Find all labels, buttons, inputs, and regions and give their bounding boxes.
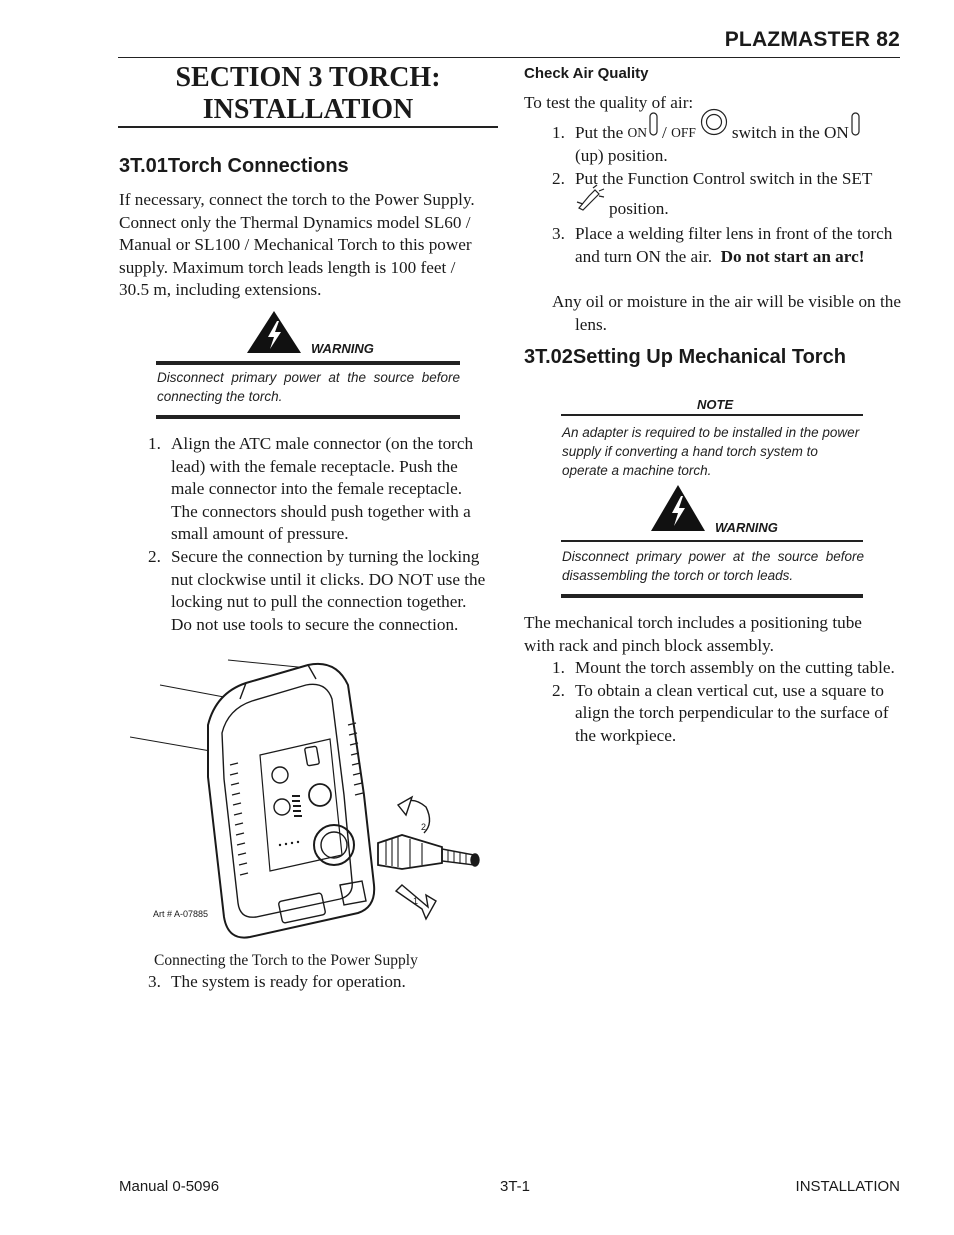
figure-caption: Connecting the Torch to the Power Supply [154, 952, 418, 969]
air-outro: Any oil or moisture in the air will be visible on the lens. [552, 292, 901, 334]
on-switch-icon [649, 112, 658, 143]
heading-check-air-quality: Check Air Quality [524, 65, 649, 82]
connection-steps [148, 433, 490, 636]
heading-mechanical-torch: 3T.02Setting Up Mechanical Torch [524, 346, 846, 368]
figure-art-number: Art # A-07885 [153, 909, 209, 919]
list-item: 3. The system is ready for operation. [148, 972, 406, 991]
section-rule [118, 126, 498, 128]
note-label: NOTE [697, 397, 734, 412]
air-intro: To test the quality of air: [524, 93, 694, 112]
warning-rule-top [156, 361, 460, 365]
header-title: PLAZMASTER 82 [724, 28, 900, 51]
air-step-1: 1. Put the ON / OFF switch in the ON (up) position. [552, 117, 902, 168]
list-item: 2. Secure the connection by turning the locking nut clockwise until it clicks. DO NOT use the locking nut to pull the connection together. Do not use tools to secure the connection. [148, 546, 486, 634]
footer-manual-number: Manual 0-5096 [119, 1178, 220, 1195]
warning-icon [246, 310, 302, 354]
off-switch-icon [700, 108, 728, 143]
warning-rule-bottom [156, 415, 460, 419]
heading-torch-connections: 3T.01Torch Connections [119, 155, 349, 177]
warning-text: Disconnect primary power at the source before connecting the torch. [157, 370, 460, 404]
header-rule [118, 57, 900, 58]
warning-label: WARNING [311, 341, 374, 356]
torch-connection-figure [130, 655, 490, 947]
mechanical-torch-steps [552, 657, 897, 747]
mechanical-torch-intro: The mechanical torch includes a positioning tube with rack and pinch block assembly. [524, 613, 862, 655]
section-title: SECTION 3 TORCH: INSTALLATION [175, 62, 441, 125]
warning-rule-bottom [561, 594, 863, 598]
footer-section-name: INSTALLATION [795, 1178, 900, 1195]
warning-icon [650, 484, 706, 532]
list-item: 1. Align the ATC male connector (on the torch lead) with the female receptacle. Push the male connector into the female receptacle. The connectors should push together with a small amount of pressure. [148, 434, 474, 544]
torch-connections-intro: If necessary, connect the torch to the Power Supply. Connect only the Thermal Dynamics model SL60 / Manual or SL100 / Mechanical Torch to this power supply. Maximum torch leads length is 100 feet / 30.5 m, including extensions. [119, 190, 475, 300]
footer-page-number: 3T-1 [500, 1178, 531, 1195]
warning-rule-top [561, 540, 863, 542]
connection-step-3 [148, 971, 490, 994]
figure-callout-2: 2 [421, 822, 427, 832]
note-rule [561, 414, 863, 416]
warning-text: Disconnect primary power at the source before disassembling the torch or torch leads. [562, 549, 864, 583]
list-item: 1. Mount the torch assembly on the cutting table. [552, 658, 895, 677]
air-step-3: 3. Place a welding filter lens in front of the torch and turn ON the air. Do not start an arc! [552, 224, 893, 266]
on-switch-icon [851, 112, 860, 143]
warning-label: WARNING [715, 520, 778, 535]
list-item: 2. To obtain a clean vertical cut, use a square to align the torch perpendicular to the surface of the workpiece. [552, 680, 889, 745]
figure-callout-1: 1 [413, 896, 419, 906]
torch-set-icon [575, 184, 605, 219]
note-text: An adapter is required to be installed in the power supply if converting a hand torch system to operate a machine torch. [562, 425, 860, 478]
air-step-2: 2. Put the Function Control switch in the SET position. [552, 169, 873, 218]
